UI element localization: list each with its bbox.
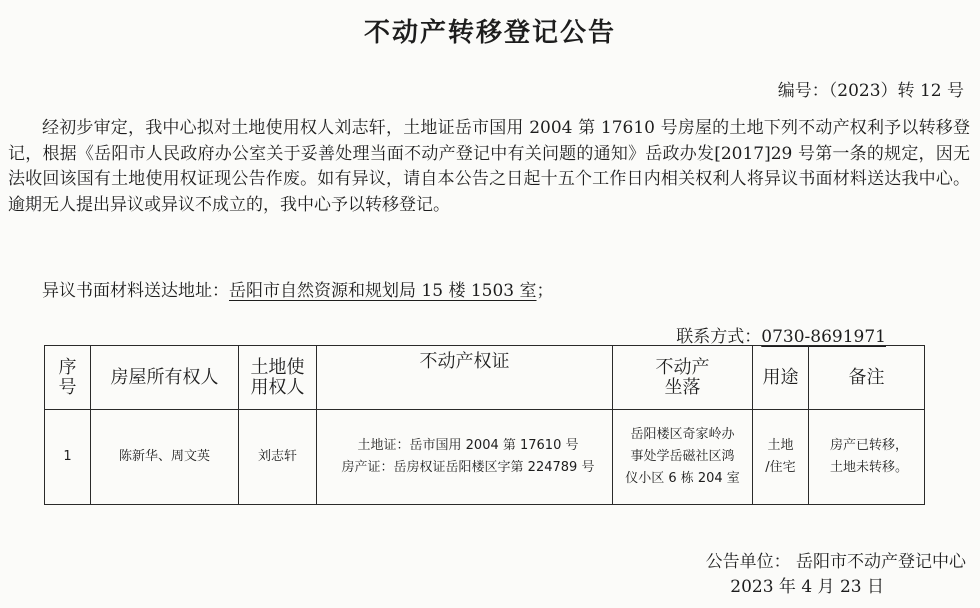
cell-location-line: 岳阳楼区奇家岭办 bbox=[630, 427, 735, 442]
cell-house-certificate: 房产证：岳房权证岳阳楼区字第 224789 号 bbox=[341, 460, 595, 475]
contact-info bbox=[676, 322, 886, 347]
header-land-user-line: 用权人 bbox=[250, 376, 305, 398]
cell-remark bbox=[809, 410, 925, 505]
cell-owner: 陈新华、周文英 bbox=[91, 410, 239, 505]
header-land-user bbox=[239, 346, 317, 410]
header-location bbox=[613, 346, 753, 410]
header-usage: 用途 bbox=[753, 346, 809, 410]
cell-certificate bbox=[317, 410, 613, 505]
header-index bbox=[45, 346, 91, 410]
header-location-line: 不动产 bbox=[655, 356, 710, 378]
notice-body: 经初步审定，我中心拟对土地使用权人刘志轩，土地证岳市国用 2004 第 17610 号房屋的土地下列不动产权利予以转移登记，根据《岳阳市人民政府办公室关于妥善处理当面不动产登记中有关问题的通知》岳政办发[2017]29 号第一条的规定，因无法收回该国有土地使用权证现公告作废。如有异议，请自本公告之日起十五个工作日内相关权利人将异议书面材料送达我中心。逾期无人提出异议或异议不成立的，我中心予以转移登记。 bbox=[8, 118, 970, 215]
document-number: 编号：（2023）转 12 号 bbox=[777, 81, 964, 101]
header-owner: 房屋所有权人 bbox=[91, 346, 239, 410]
cell-usage bbox=[753, 410, 809, 505]
header-remark: 备注 bbox=[809, 346, 925, 410]
cell-land-user: 刘志轩 bbox=[239, 410, 317, 505]
cell-index: 1 bbox=[45, 410, 91, 505]
contact-label: 联系方式： bbox=[676, 327, 762, 347]
objection-address bbox=[42, 276, 554, 301]
header-location-line: 坐落 bbox=[664, 376, 701, 398]
cell-usage-line: /住宅 bbox=[765, 460, 796, 475]
cell-location bbox=[613, 410, 753, 505]
header-index-line: 号 bbox=[58, 376, 77, 398]
address-value: 岳阳市自然资源和规划局 15 楼 1503 室 bbox=[229, 281, 537, 301]
issuing-unit: 公告单位： 岳阳市不动产登记中心 bbox=[705, 552, 966, 572]
header-land-user-line: 土地使 bbox=[250, 356, 305, 378]
address-label: 异议书面材料送达地址： bbox=[42, 281, 229, 301]
table-header-row bbox=[45, 346, 925, 410]
cell-remark-line: 房产已转移， bbox=[829, 438, 908, 453]
address-suffix: ； bbox=[536, 281, 554, 301]
page-title: 不动产转移登记公告 bbox=[363, 18, 616, 48]
registration-table bbox=[44, 345, 925, 505]
cell-remark-line: 土地未转移。 bbox=[829, 460, 908, 475]
cell-location-line: 仪小区 6 栋 204 室 bbox=[625, 471, 740, 486]
header-index-line: 序 bbox=[58, 356, 77, 378]
issue-date: 2023 年 4 月 23 日 bbox=[730, 577, 884, 597]
contact-phone: 0730-8691971 bbox=[761, 327, 886, 347]
table-row bbox=[45, 410, 925, 505]
cell-location-line: 事处学岳磁社区鸿 bbox=[630, 449, 735, 464]
header-certificate: 不动产权证 bbox=[317, 346, 613, 410]
cell-land-certificate: 土地证：岳市国用 2004 第 17610 号 bbox=[357, 438, 579, 453]
cell-usage-line: 土地 bbox=[767, 438, 794, 453]
